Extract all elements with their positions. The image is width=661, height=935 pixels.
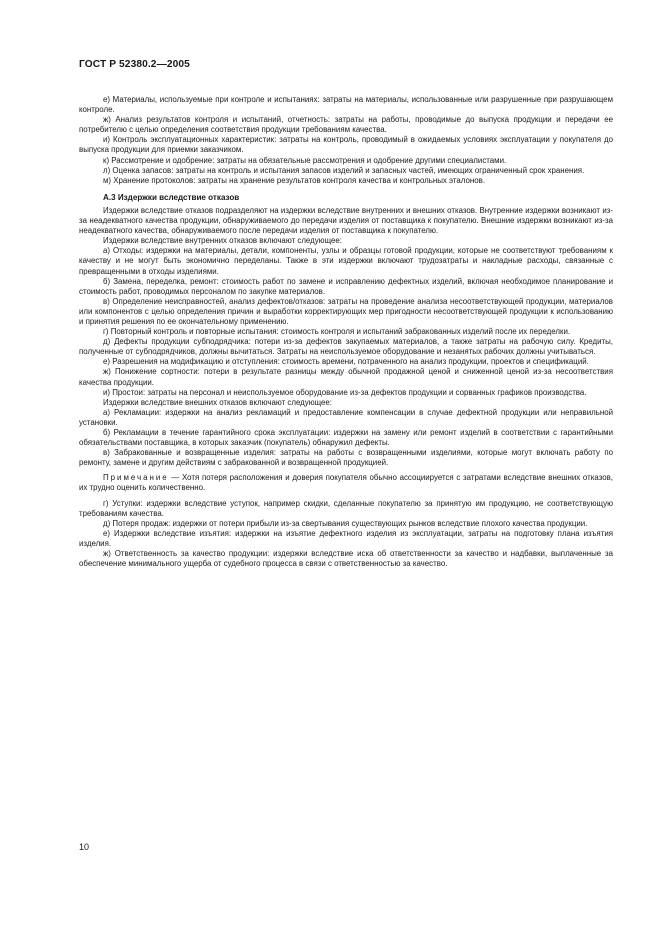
- section-a3-continued: [79, 499, 613, 570]
- list-item: ж) Анализ результатов контроля и испытаний, отчетность: затраты на работы, проводимые до выпуска продукции и передачи ее потребителю с целью определения соответствия продукции требованиям качества.: [79, 115, 613, 135]
- list-item: м) Хранение протоколов: затраты на хранение результатов контроля качества и контрольных эталонов.: [103, 175, 486, 185]
- list-item: г) Уступки: издержки вследствие уступок, например скидки, сделанные покупателю за принятую им продукцию, не соответствующую требованиям качества.: [79, 498, 613, 518]
- list-item: б) Замена, переделка, ремонт: стоимость работ по замене и исправлению дефектных изделий, включая необходимое планирование и стоимость работ, проводимых персоналом по закупке материалов.: [79, 276, 613, 296]
- document-body: [79, 95, 613, 569]
- list-item: в) Забракованные и возвращенные изделия: затраты на работы с возвращенными изделиями, которые могут включать работу по ремонту, замене и другим действиям с забракованной и возвращенной продукцией.: [79, 448, 613, 468]
- page-number: 10: [79, 842, 90, 852]
- note-label: Примечание: [103, 473, 169, 483]
- note-paragraph: [79, 473, 613, 493]
- list-item: к) Рассмотрение и одобрение: затраты на обязательные рассмотрения и одобрение другими специалистами.: [103, 155, 507, 165]
- paragraph: Издержки вследствие внешних отказов включают следующее:: [103, 397, 333, 407]
- section-heading-a3: А.3 Издержки вследствие отказов: [103, 192, 240, 202]
- list-item: а) Рекламации: издержки на анализ рекламаций и предоставление компенсации в случае дефектной продукции или неправильной установки.: [79, 407, 613, 427]
- section-a3: [79, 206, 613, 468]
- list-item: е) Материалы, используемые при контроле и испытаниях: затраты на материалы, использованные или разрушенные при разрушающем контроле.: [79, 95, 613, 115]
- list-item: д) Потеря продаж: издержки от потери прибыли из-за свертывания существующих рынков вследствие плохого качества продукции.: [103, 518, 588, 528]
- note-text: — Хотя потеря расположения и доверия покупателя обычно ассоциируется с затратами вследствие внешних отказов, их трудно оценить количественно.: [79, 473, 613, 493]
- list-item: г) Повторный контроль и повторные испытания: стоимость контроля и испытаний забракованных изделий после их переделки.: [103, 327, 571, 337]
- list-item: ж) Понижение сортности: потери в результате разницы между обычной продажной ценой и сниженной ценой из-за несоответствия качества продукции.: [79, 367, 613, 387]
- list-item: и) Контроль эксплуатационных характеристик: затраты на контроль, проводимый в ожидаемых условиях эксплуатации у покупателя до выпуска продукции для приемки заказчиком.: [79, 135, 613, 155]
- list-item: л) Оценка запасов: затраты на контроль и испытания запасов изделий и запасных частей, имеющих ограниченный срок хранения.: [103, 165, 585, 175]
- paragraph: Издержки вследствие отказов подразделяют на издержки вследствие внутренних и внешних отказов. Внутренние издержки возникают из-за неадекватного качества продукции, обнаруживаемого до передачи изделия от поставщика к покупателю. Внешние издержки возникают из-за неадекватного качества, обнаруживаемого после передачи изделия от поставщика к покупателю.: [79, 205, 613, 236]
- list-item: е) Издержки вследствие изъятия: издержки на изъятие дефектного изделия из эксплуатации, затраты на подготовку плана изъятия изделия.: [79, 528, 613, 548]
- document-code-header: ГОСТ Р 52380.2—2005: [79, 59, 190, 70]
- list-item: д) Дефекты продукции субподрядчика: потери из-за дефектов закупаемых материалов, а также затраты на рабочую силу. Кредиты, полученные от субподрядчиков, должны вычитаться. Затраты на неиспользуемое оборудование и незанятых рабочих должны учитываться.: [79, 337, 613, 357]
- list-item: в) Определение неисправностей, анализ дефектов/отказов: затраты на проведение анализа несоответствующей продукции, материалов или компонентов с целью определения причин и выработки корректирующих мер пригодности несоответствующей продукции к использованию и принятия решения по ее окончательному применению.: [79, 296, 613, 326]
- list-item: и) Простои: затраты на персонал и неиспользуемое оборудование из-за дефектов продукции и сорванных графиков производства.: [103, 387, 587, 397]
- section-a2-continued: [79, 95, 613, 186]
- list-item: ж) Ответственность за качество продукции: издержки вследствие иска об ответственности за качество и надбавки, выплаченные за обеспечение минимального ущерба от судебного процесса в связи с ответственностью за качество.: [79, 549, 613, 569]
- list-item: а) Отходы: издержки на материалы, детали, компоненты, узлы и образцы готовой продукции, которые не соответствуют требованиям к качеству и не могут быть экономично переделаны. Также в эти издержки включают трудозатраты и накладные расходы, связанные с превращенными в отходы изделиями.: [79, 246, 613, 276]
- paragraph: Издержки вследствие внутренних отказов включают следующее:: [103, 236, 342, 246]
- list-item: е) Разрешения на модификацию и отступления: стоимость времени, потраченного на анализ продукции, проектов и спецификаций.: [103, 357, 589, 367]
- list-item: б) Рекламации в течение гарантийного срока эксплуатации: издержки на замену или ремонт изделий в соответствии с гарантийными обязательствами поставщика, в которых заказчик (покупатель) обнаружил дефекты.: [79, 428, 613, 448]
